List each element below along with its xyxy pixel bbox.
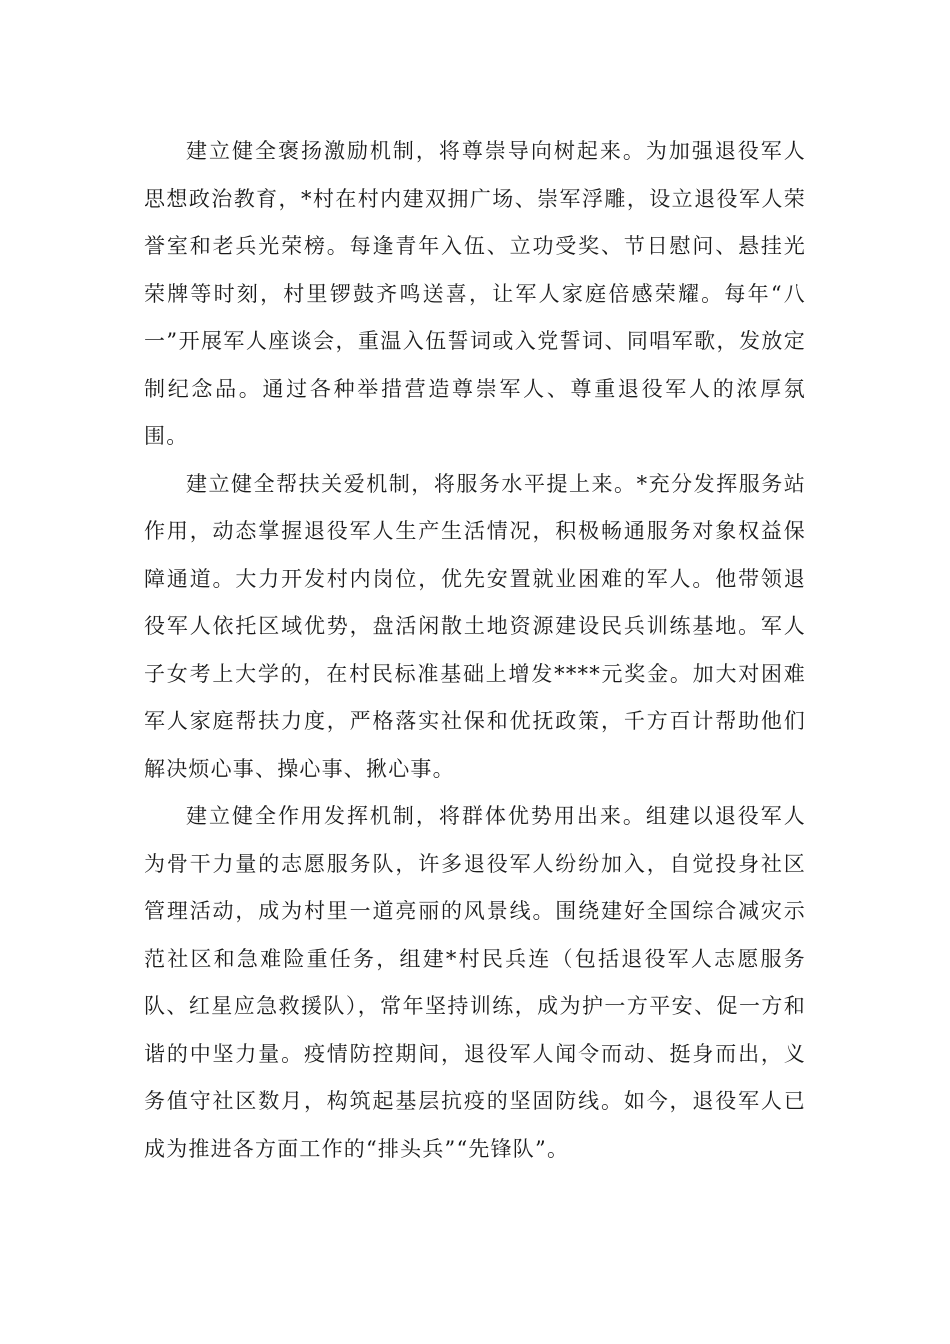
document-body	[144, 128, 806, 1173]
paragraph-honor-mechanism: 建立健全褒扬激励机制，将尊崇导向树起来。为加强退役军人思想政治教育，*村在村内建双拥广场、崇军浮雕，设立退役军人荣誉室和老兵光荣榜。每逢青年入伍、立功受奖、节日慰问、悬挂光荣牌等时刻，村里锣鼓齐鸣送喜，让军人家庭倍感荣耀。每年“八一”开展军人座谈会，重温入伍誓词或入党誓词、同唱军歌，发放定制纪念品。通过各种举措营造尊崇军人、尊重退役军人的浓厚氛围。	[144, 139, 806, 448]
paragraph-support-mechanism: 建立健全帮扶关爱机制，将服务水平提上来。*充分发挥服务站作用，动态掌握退役军人生产生活情况，积极畅通服务对象权益保障通道。大力开发村内岗位，优先安置就业困难的军人。他带领退役军人依托区域优势，盘活闲散土地资源建设民兵训练基地。军人子女考上大学的，在村民标准基础上增发****元奖金。加大对困难军人家庭帮扶力度，严格落实社保和优抚政策，千方百计帮助他们解决烦心事、操心事、揪心事。	[144, 471, 806, 781]
paragraph-role-mechanism: 建立健全作用发挥机制，将群体优势用出来。组建以退役军人为骨干力量的志愿服务队，许多退役军人纷纷加入，自觉投身社区管理活动，成为村里一道亮丽的风景线。围绕建好全国综合减灾示范社区和急难险重任务，组建*村民兵连（包括退役军人志愿服务队、红星应急救援队），常年坚持训练，成为护一方平安、促一方和谐的中坚力量。疫情防控期间，退役军人闻令而动、挺身而出，义务值守社区数月，构筑起基层抗疫的坚固防线。如今，退役军人已成为推进各方面工作的“排头兵”“先锋队”。	[144, 804, 806, 1161]
